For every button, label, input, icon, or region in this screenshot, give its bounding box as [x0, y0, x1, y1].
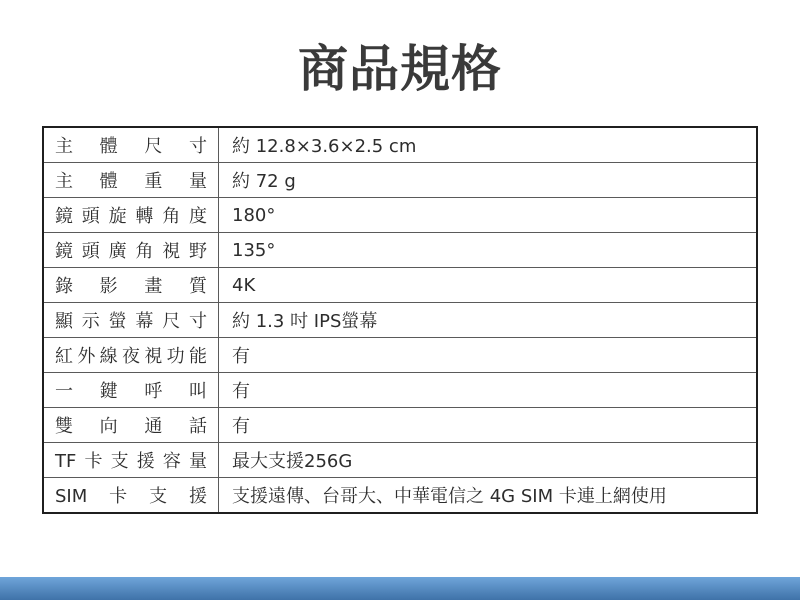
spec-table — [42, 126, 758, 514]
footer-accent-bar — [0, 577, 800, 600]
spec-value: 有 — [219, 373, 758, 408]
table-row — [43, 233, 757, 268]
spec-value: 最大支援256G — [219, 443, 758, 478]
spec-value: 支援遠傳、台哥大、中華電信之 4G SIM 卡連上網使用 — [219, 478, 758, 514]
table-row — [43, 163, 757, 198]
spec-label: 鏡頭旋轉角度 — [43, 198, 219, 233]
spec-label: 雙向通話 — [43, 408, 219, 443]
spec-value: 約 1.3 吋 IPS螢幕 — [219, 303, 758, 338]
table-row — [43, 373, 757, 408]
page-title: 商品規格 — [298, 40, 502, 98]
spec-label: TF卡支援容量 — [43, 443, 219, 478]
table-row — [43, 303, 757, 338]
spec-value: 180° — [219, 198, 758, 233]
spec-value: 有 — [219, 338, 758, 373]
table-row — [43, 478, 757, 514]
table-row — [43, 408, 757, 443]
spec-label: 紅外線夜視功能 — [43, 338, 219, 373]
spec-value: 約 12.8×3.6×2.5 cm — [219, 127, 758, 163]
spec-value: 4K — [219, 268, 758, 303]
spec-value: 有 — [219, 408, 758, 443]
spec-value: 約 72 g — [219, 163, 758, 198]
spec-label: 一鍵呼叫 — [43, 373, 219, 408]
table-row — [43, 443, 757, 478]
table-row — [43, 198, 757, 233]
table-row — [43, 268, 757, 303]
spec-label: 主體尺寸 — [43, 127, 219, 163]
table-row — [43, 338, 757, 373]
spec-value: 135° — [219, 233, 758, 268]
spec-label: 顯示螢幕尺寸 — [43, 303, 219, 338]
spec-label: 錄影畫質 — [43, 268, 219, 303]
spec-label: SIM卡支援 — [43, 478, 219, 514]
spec-label: 主體重量 — [43, 163, 219, 198]
spec-label: 鏡頭廣角視野 — [43, 233, 219, 268]
table-row — [43, 127, 757, 163]
